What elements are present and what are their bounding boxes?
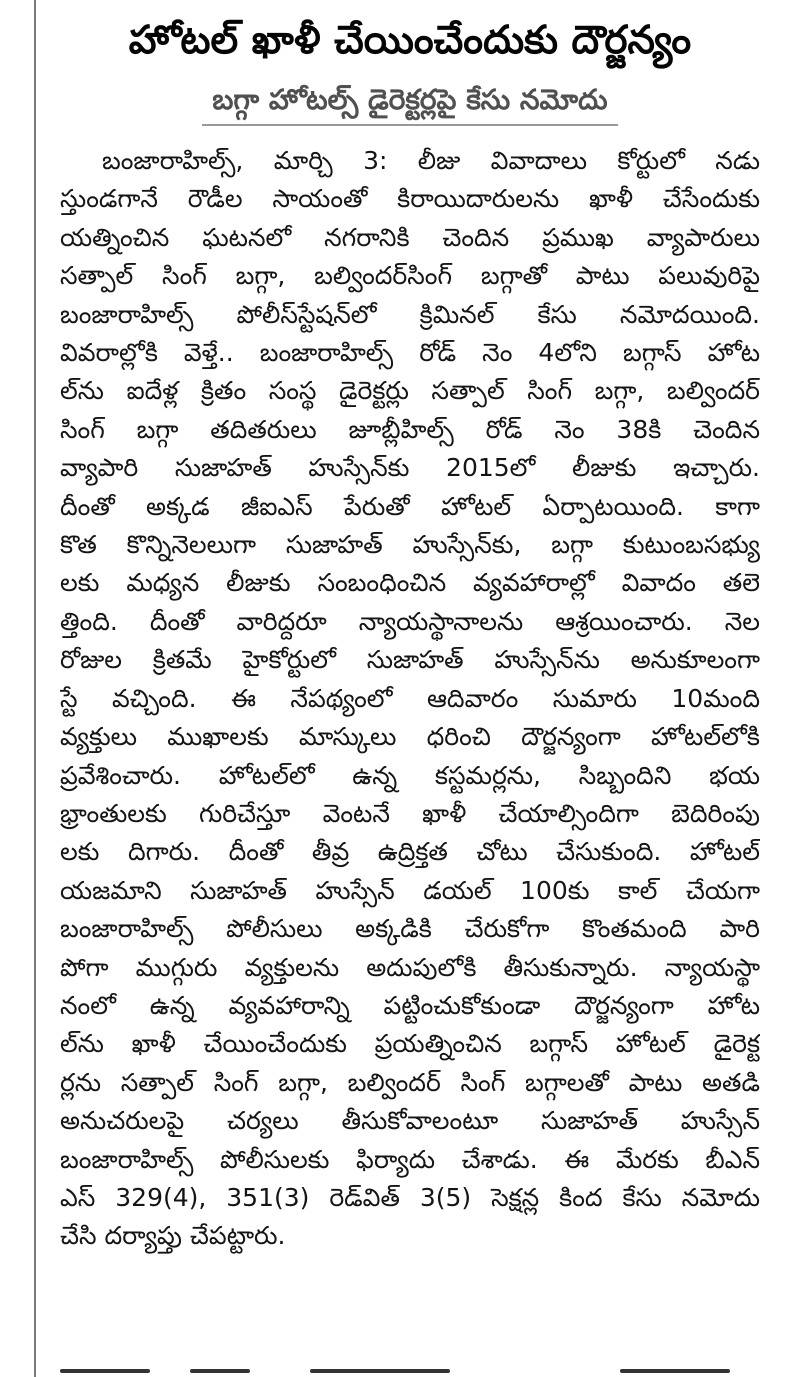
body-line: వివరాల్లోకి వెళ్తే.. బంజారాహిల్స్ రోడ్ నెం 4లోని బగ్గాస్ హోట	[60, 338, 760, 368]
body-line: భ్రాంతులకు గురిచేస్తూ వెంటనే ఖాళీ చేయాల్సిందిగా బెదిరింపు	[60, 798, 760, 828]
headline: హోటల్ ఖాళీ చేయించేందుకు దౌర్జన్యం	[128, 18, 692, 63]
body-line: రోజుల క్రితమే హైకోర్టులో సుజాహత్ హుస్సేన్‌ను అనుకూలంగా	[60, 645, 760, 675]
body-line: ఎస్ 329(4), 351(3) రెడ్‌విత్ 3(5) సెక్షన్ల కింద కేసు నమోదు	[60, 1182, 760, 1212]
body-line: బంజారాహిల్స్, మార్చి 3: లీజు వివాదాలు కోర్టులో నడు	[102, 146, 760, 175]
body-line: బంజారాహిల్స్ పోలీసులు అక్కడికి చేరుకోగా కొంతమంది పారి	[60, 914, 760, 944]
body-line: స్టే వచ్చింది. ఈ నేపథ్యంలో ఆదివారం సుమారు 10మంది	[60, 683, 760, 713]
body-line: సత్పాల్ సింగ్ బగ్గా, బల్విందర్‌సింగ్ బగ్గాతో పాటు పలువురిపై	[60, 261, 760, 291]
body-line: సింగ్ బగ్గా తదితరులు జూబ్లీహిల్స్ రోడ్ నెం 38కి చెందిన	[60, 414, 760, 444]
body-line: లకు మధ్యన లీజుకు సంబంధించిన వ్యవహారాల్లో వివాదం తలె	[60, 568, 760, 598]
body-line: నంలో ఉన్న వ్యవహారాన్ని పట్టించుకోకుండా దౌర్జన్యంగా హోట	[60, 990, 760, 1020]
next-article-fragment	[60, 1364, 760, 1377]
page-left-border	[34, 0, 36, 1377]
body-line: దీంతో అక్కడ జీఐఎస్ పేరుతో హోటల్ ఏర్పాటయింది. కాగా	[60, 491, 760, 521]
body-line: ర్లను సత్పాల్ సింగ్ బగ్గా, బల్విందర్ సింగ్ బగ్గాలతో పాటు అతడి	[60, 1067, 760, 1097]
body-line: కొత కొన్నినెలలుగా సుజాహత్ హుస్సేన్‌కు, బగ్గా కుటుంబసభ్యు	[60, 530, 760, 560]
body-line: బంజారాహిల్స్ పోలీస్‌స్టేషన్‌లో క్రిమినల్ కేసు నమోదయింది.	[60, 299, 760, 329]
body-line: యజమాని సుజాహత్ హుస్సేన్ డయల్ 100కు కాల్ చేయగా	[60, 875, 760, 905]
body-line: ప్రవేశించారు. హోటల్‌లో ఉన్న కస్టమర్లను, సిబ్బందిని భయ	[60, 760, 760, 790]
body-line: అనుచరులపై చర్యలు తీసుకోవాలంటూ సుజాహత్ హుస్సేన్	[60, 1106, 760, 1136]
body-line: త్తింది. దీంతో వారిద్దరూ న్యాయస్థానాలను ఆశ్రయించారు. నెల	[60, 606, 760, 636]
article-body	[60, 142, 760, 1256]
body-line: బంజారాహిల్స్ పోలీసులకు ఫిర్యాదు చేశాడు. ఈ మేరకు బీఎన్	[60, 1144, 760, 1174]
news-article	[60, 0, 760, 1377]
body-line: లకు దిగారు. దీంతో తీవ్ర ఉద్రిక్తత చోటు చేసుకుంది. హోటల్	[60, 837, 760, 867]
body-line: స్తుండగానే రౌడీల సాయంతో కిరాయిదారులను ఖాళీ చేసేందుకు	[60, 184, 760, 214]
body-line: చేసి దర్యాప్తు చేపట్టారు.	[60, 1221, 286, 1251]
body-line: ల్‌ను ఖాళీ చేయించేందుకు ప్రయత్నించిన బగ్గాస్ హోటల్ డైరెక్ట	[60, 1029, 760, 1059]
body-line: ల్‌ను ఐదేళ్ల క్రితం సంస్థ డైరెక్టర్లు సత్పాల్ సింగ్ బగ్గా, బల్విందర్	[60, 376, 760, 406]
subheadline-container	[60, 78, 760, 126]
body-line: వ్యాపారి సుజాహత్ హుస్సేన్‌కు 2015లో లీజుకు ఇచ్చారు.	[60, 453, 760, 483]
body-line: యత్నించిన ఘటనలో నగరానికి చెందిన ప్రముఖ వ్యాపారులు	[60, 222, 760, 252]
body-line: వ్యక్తులు ముఖాలకు మాస్కులు ధరించి దౌర్జన్యంగా హోటల్‌లోకి	[60, 722, 760, 752]
body-line: పోగా ముగ్గురు వ్యక్తులను అదుపులోకి తీసుకున్నారు. న్యాయస్థా	[60, 952, 760, 982]
subheadline: బగ్గా హోటల్స్ డైరెక్టర్లపై కేసు నమోదు	[202, 78, 617, 126]
